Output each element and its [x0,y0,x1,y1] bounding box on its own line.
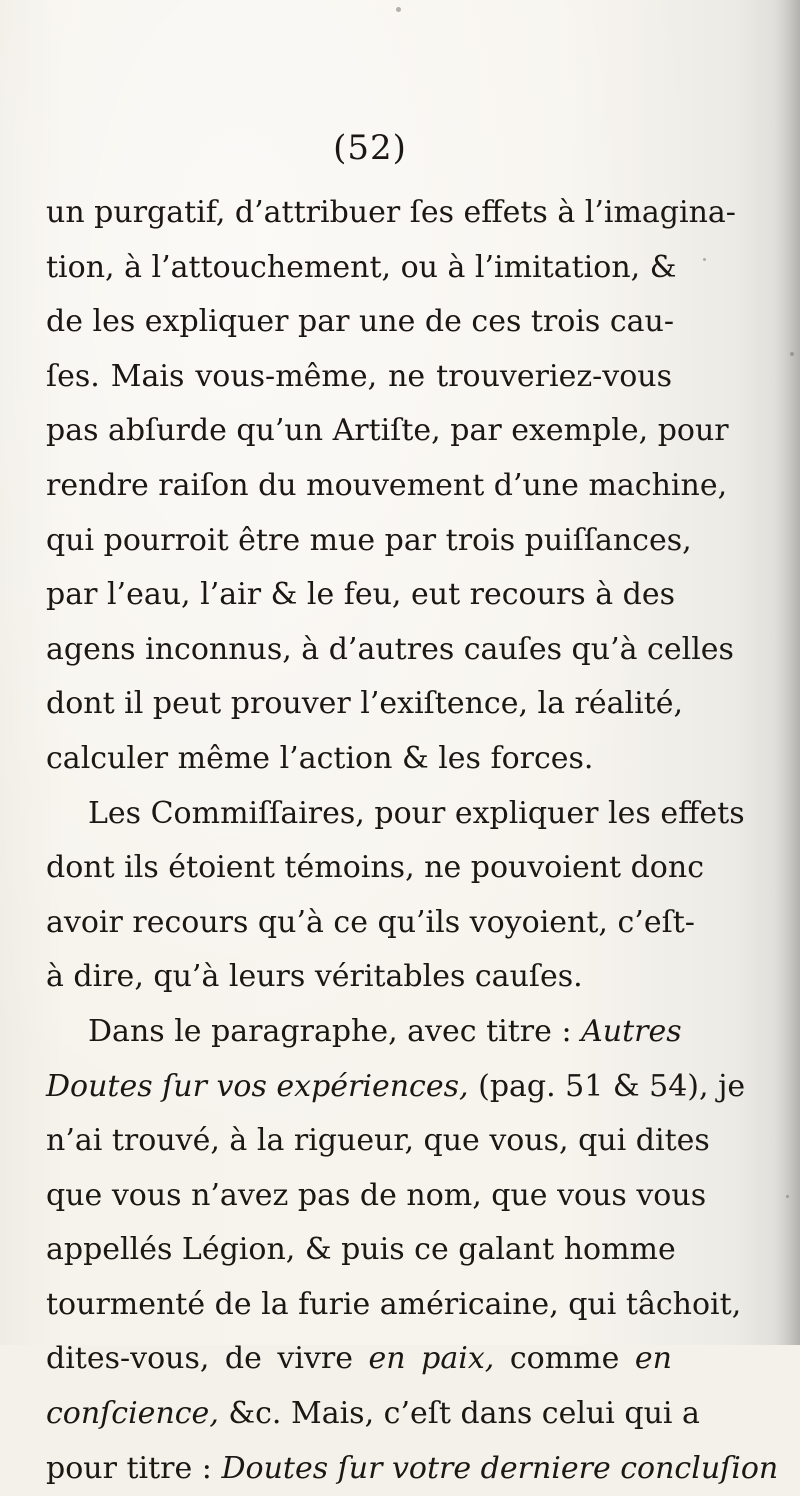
text-line: n’ai trouvé, à la rigueur, que vous, qui dites [46,1123,710,1159]
text-line: agens inconnus, à d’autres cauſes qu’à celles [46,631,734,667]
text-line [46,1332,672,1387]
text-line: pas abſurde qu’un Artiſte, par exemple, pour [46,413,729,449]
binding-shadow [774,0,800,1345]
italic-title: Doutes ſur vos expériences, [46,1068,469,1104]
ink-speck [396,7,401,12]
text-line: tion, à l’attouchement, ou à l’imitation, & [46,249,677,285]
italic-title: Doutes ſur votre derniere concluſion [221,1450,779,1486]
italic-title: Autres [581,1013,682,1049]
text-line: tourmenté de la furie américaine, qui tâchoit, [46,1286,742,1322]
text-run: comme [509,1341,620,1377]
text-run: dites-vous, de vivre [46,1341,354,1377]
text-run: (pag. 51 & 54), je [478,1068,746,1104]
ink-speck [786,1195,789,1198]
text-line: que vous n’avez pas de nom, que vous vous [46,1177,707,1213]
italic-phrase: en paix, [368,1341,495,1377]
text-line: qui pourroit être mue par trois puiſſances, [46,522,692,558]
page-number: (52) [333,128,407,168]
text-run: &c. Mais, c’eſt dans celui qui a [228,1396,700,1432]
italic-phrase: conſcience, [46,1396,219,1432]
text-line: par l’eau, l’air & le feu, eut recours à des [46,577,675,613]
text-line [46,1387,700,1442]
italic-phrase: en [634,1341,672,1377]
text-line [46,1060,746,1115]
ink-speck [703,258,706,261]
text-line: dont ils étoient témoins, ne pouvoient donc [46,850,704,886]
text-line: avoir recours qu’à ce qu’ils voyoient, c’eſt- [46,904,695,940]
text-run: pour titre : [46,1450,212,1486]
text-line: à dire, qu’à leurs véritables cauſes. [46,959,583,995]
text-line: calculer même l’action & les forces. [46,740,594,776]
text-line: de les expliquer par une de ces trois cau- [46,304,675,340]
ink-speck [790,352,794,356]
text-run: Dans le paragraphe, avec titre : [88,1013,572,1049]
text-line: rendre raiſon du mouvement d’une machine, [46,467,728,503]
text-line [46,1005,682,1060]
body-text [46,186,779,1496]
text-line: ſes. Mais vous-même, ne trouveriez-vous [46,358,672,394]
text-line: Les Commiſſaires, pour expliquer les effets [88,795,745,831]
text-line [46,1442,779,1496]
text-line: appellés Légion, & puis ce galant homme [46,1232,676,1268]
text-line: dont il peut prouver l’exiſtence, la réalité, [46,686,684,722]
text-line: un purgatif, d’attribuer ſes effets à l’imagina- [46,195,736,230]
